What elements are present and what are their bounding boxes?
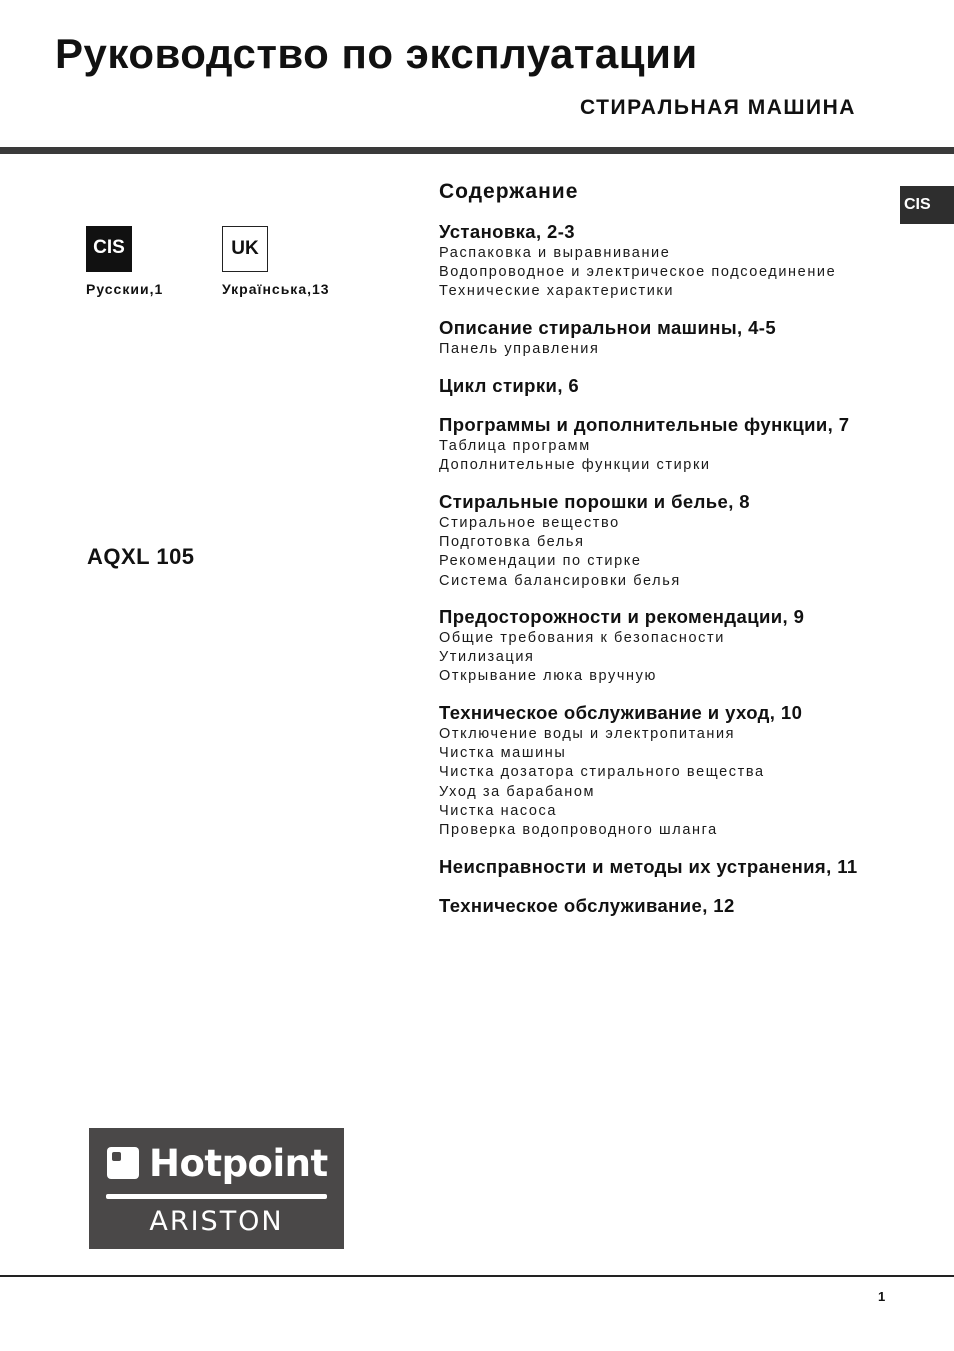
language-label: Українська,13 [222,281,330,297]
toc-subitem: Дополнительные функции стирки [439,457,711,474]
toc-subitem: Проверка водопроводного шланга [439,822,718,839]
toc-section [439,605,889,687]
toc-subitem: Система балансировки белья [439,572,681,589]
logo-divider [106,1194,327,1199]
toc-subitem: Чистка машины [439,745,567,762]
toc-subitem: Подготовка белья [439,534,585,551]
language-code-badge: UK [222,226,268,272]
toc-subitem: Уход за барабаном [439,783,596,800]
page-title: Руководство по эксплуатации [55,30,698,77]
logo-sub-text: ARISTON [149,1206,284,1237]
toc-section-title[interactable]: Неисправности и методы их устранения, 11 [439,856,858,877]
logo-brand-text: Hotpoint [149,1141,328,1185]
toc-subitem: Открывание люка вручную [439,668,657,685]
toc-section-title[interactable]: Установка, 2-3 [439,221,575,242]
toc-section [439,374,889,398]
header-divider [0,147,954,154]
toc-subitem: Панель управления [439,341,600,357]
footer-divider [0,1275,954,1277]
hotpoint-ariston-logo [89,1128,344,1249]
toc-section [439,894,889,918]
language-code-badge: CIS [86,226,132,272]
toc-section-title[interactable]: Стиральные порошки и белье, 8 [439,491,750,512]
toc-section-title[interactable]: Цикл стирки, 6 [439,375,580,396]
page-number: 1 [878,1289,886,1304]
toc-section [439,490,889,591]
toc-subitem: Рекомендации по стирке [439,553,642,570]
toc-subitem: Водопроводное и электрическое подсоединение [439,264,837,281]
logo-mark-icon [107,1147,139,1179]
toc-section [439,413,889,475]
toc-section-title[interactable]: Описание стиральнои машины, 4-5 [439,317,777,338]
toc-section-title[interactable]: Техническое обслуживание и уход, 10 [439,702,803,723]
toc-section-title[interactable]: Техническое обслуживание, 12 [439,895,735,916]
toc-subitem: Общие требования к безопасности [439,630,725,646]
toc-subitem: Стиральное вещество [439,515,620,531]
language-uk[interactable] [222,226,330,297]
toc-subitem: Чистка насоса [439,802,558,819]
toc-subitem: Отключение воды и электропитания [439,726,736,742]
toc-subitem: Чистка дозатора стирального вещества [439,764,765,781]
toc-section [439,316,889,359]
toc-subitem: Технические характеристики [439,283,675,300]
toc-section-title[interactable]: Программы и дополнительные функции, 7 [439,414,850,435]
language-cis[interactable] [86,226,164,297]
side-tab-cis: CIS [900,186,954,224]
toc-subitem: Утилизация [439,649,535,666]
toc-section-title[interactable]: Предосторожности и рекомендации, 9 [439,606,805,627]
toc-subitem: Распаковка и выравнивание [439,245,671,261]
toc-heading: Содержание [439,180,579,203]
language-label: Русскии,1 [86,281,164,297]
toc-section [439,855,889,879]
toc-section [439,220,889,302]
model-name: AQXL 105 [87,544,195,569]
toc-subitem: Таблица программ [439,438,591,454]
toc-section [439,701,889,840]
page-subtitle: СТИРАЛЬНАЯ МАШИНА [580,96,856,119]
